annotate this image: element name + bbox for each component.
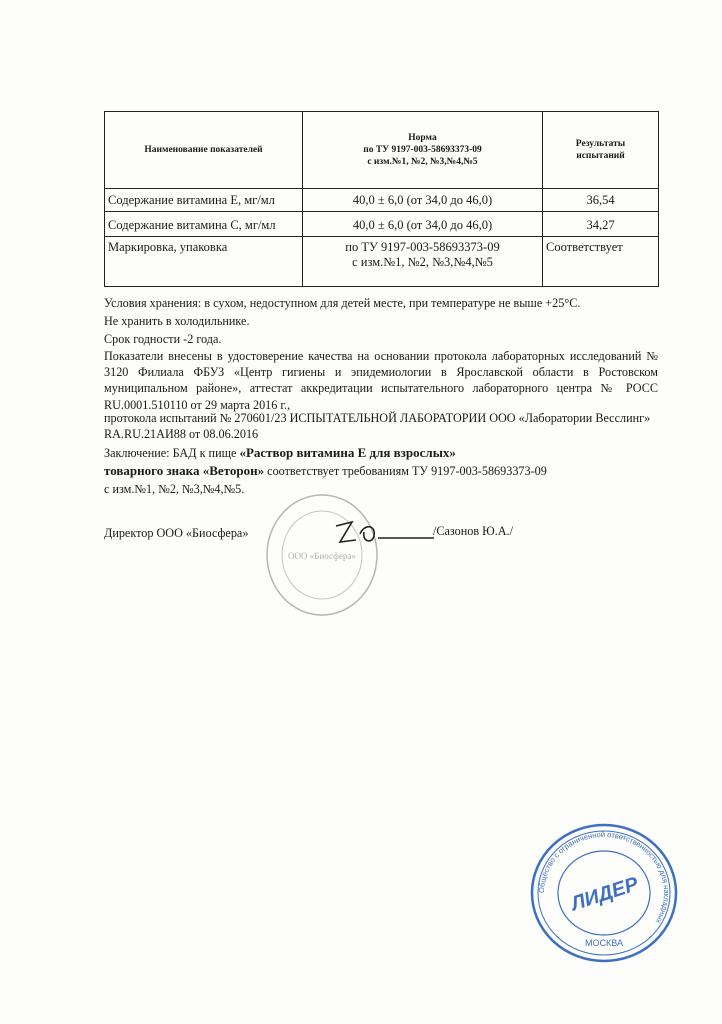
signature-scribble	[330, 512, 440, 548]
conclusion-line	[104, 445, 664, 461]
protocol-paragraph: протокола испытаний № 270601/23 ИСПЫТАТЕЛЬНОЙ ЛАБОРАТОРИИ ООО «Лаборатории Весслинг» RA.RU.21АИ88 от 08.06.2016	[104, 411, 651, 442]
storage-conditions: Условия хранения: в сухом, недоступном для детей месте, при температуре не выше +25°С.	[104, 296, 581, 310]
row-norm: по ТУ 9197-003-58693373-09 с изм.№1, №2, №3,№4,№5	[303, 237, 543, 287]
product-name: «Раствор витамина Е для взрослых»	[239, 445, 456, 460]
header-indicator: Наименование показателей	[105, 112, 303, 189]
row-norm: 40,0 ± 6,0 (от 34,0 до 46,0)	[303, 189, 543, 212]
conclusion-prefix: Заключение: БАД к пище	[104, 446, 240, 460]
director-name: /Сазонов Ю.А./	[433, 524, 513, 538]
row-name: Содержание витамина С, мг/мл	[105, 212, 303, 237]
row-result: 34,27	[543, 212, 659, 237]
table-row	[105, 212, 659, 237]
amendments-line: с изм.№1, №2, №3,№4,№5.	[104, 482, 245, 496]
lider-stamp	[526, 818, 682, 968]
shelf-life: Срок годности -2 года.	[104, 332, 222, 346]
company-stamp-text: ООО «Биосфера»	[288, 551, 356, 561]
company-stamp	[262, 490, 382, 620]
header-results: Результаты испытаний	[543, 112, 659, 189]
row-name: Содержание витамина Е, мг/мл	[105, 189, 303, 212]
table-row	[105, 189, 659, 212]
row-name: Маркировка, упаковка	[105, 237, 303, 287]
conclusion-suffix: соответствует требованиям ТУ 9197-003-58693373-09	[264, 464, 547, 478]
table-header-row	[105, 112, 659, 189]
lider-stamp-ring-text: Общество с ограниченной ответственностью для накладных	[536, 829, 672, 926]
no-fridge-note: Не хранить в холодильнике.	[104, 314, 250, 328]
trademark: товарного знака «Веторон»	[104, 463, 265, 478]
lider-stamp-center: ЛИДЕР	[568, 873, 642, 916]
header-norm: Норма по ТУ 9197-003-58693373-09 с изм.№1, №2, №3,№4,№5	[303, 112, 543, 189]
lider-stamp-bottom: МОСКВА	[585, 938, 623, 948]
row-result: Соответствует	[543, 237, 659, 287]
table-row	[105, 237, 659, 287]
row-result: 36,54	[543, 189, 659, 212]
indicators-paragraph: Показатели внесены в удостоверение качества на основании протокола лабораторных исследований № 3120 Филиала ФБУЗ «Центр гигиены и эпидемиологии в Ярославской области в Ростовском муниципальном районе», аттестат аккредитации испытательного лабораторного центра № РОСС RU.0001.510110 от 29 марта 2016 г.,	[104, 349, 658, 412]
trademark-line	[104, 463, 664, 479]
results-table	[104, 111, 659, 287]
row-norm: 40,0 ± 6,0 (от 34,0 до 46,0)	[303, 212, 543, 237]
director-position: Директор ООО «Биосфера»	[104, 526, 249, 540]
